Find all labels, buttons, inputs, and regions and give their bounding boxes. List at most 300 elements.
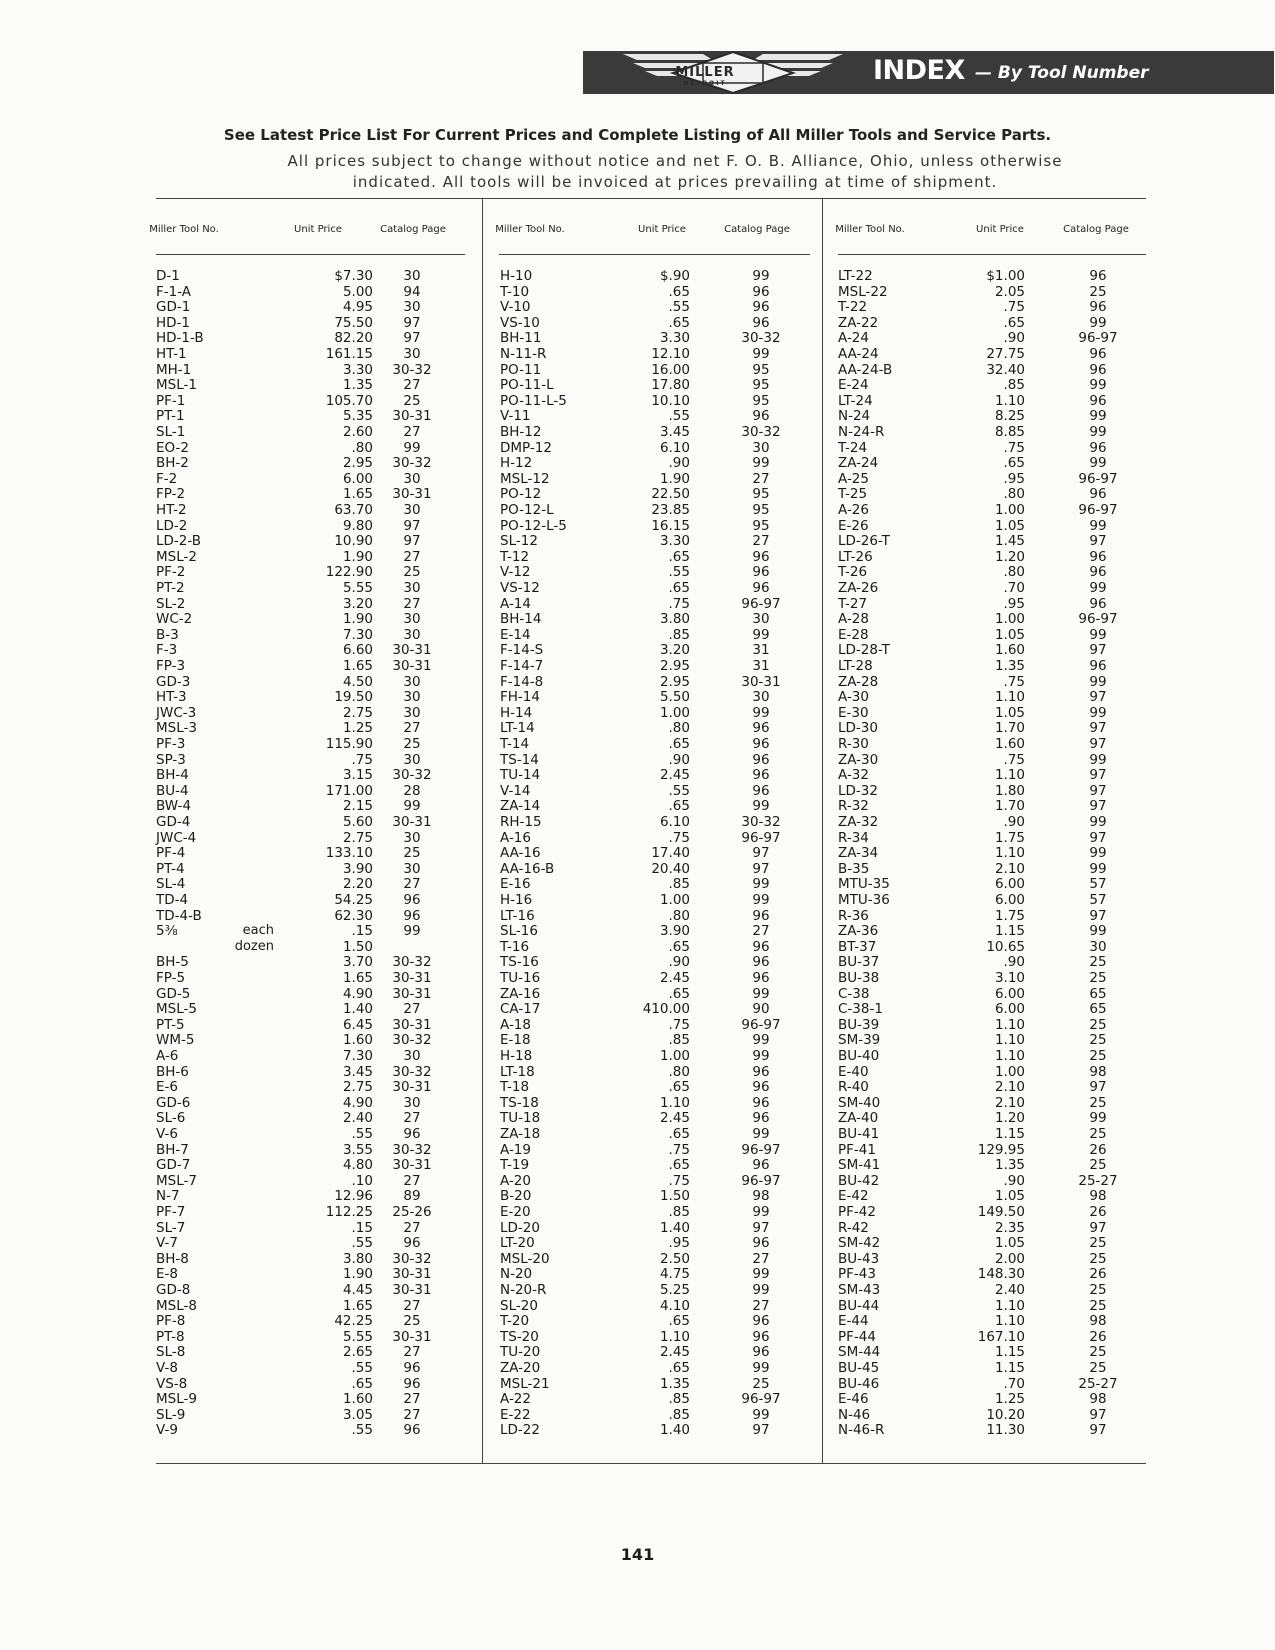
header-price-col1: Unit Price <box>294 224 342 235</box>
unit-price: 10.10 <box>651 392 690 409</box>
unit-price: .70 <box>1003 580 1025 596</box>
price-list-note: See Latest Price List For Current Prices and Complete Listing of All Miller Tools and Service Parts. <box>223 126 1052 144</box>
unit-price: 6.00 <box>994 876 1025 893</box>
catalog-page: 99 <box>752 455 770 472</box>
tool-number: T-24 <box>838 439 868 456</box>
table-row <box>838 1142 1146 1158</box>
table-row <box>500 705 810 721</box>
table-row <box>500 783 810 799</box>
unit-price: 4.80 <box>342 1157 373 1174</box>
table-row <box>500 767 810 783</box>
table-row <box>838 1251 1146 1267</box>
catalog-page: 30 <box>403 626 421 643</box>
catalog-page: 97 <box>403 517 421 534</box>
table-row <box>156 268 463 284</box>
catalog-page: 25 <box>1089 1016 1107 1033</box>
table-row <box>156 642 463 658</box>
catalog-page: 96 <box>752 1110 770 1127</box>
unit-price: 1.90 <box>659 470 690 487</box>
tool-number: HT-2 <box>156 502 187 518</box>
table-row <box>500 1095 810 1111</box>
table-row <box>500 1344 810 1360</box>
catalog-page: 57 <box>1089 876 1107 893</box>
catalog-page: 30-31 <box>392 1282 432 1298</box>
unit-price: 1.00 <box>659 892 690 908</box>
catalog-page: 99 <box>752 1126 770 1142</box>
table-row <box>500 1391 810 1407</box>
table-row <box>500 424 810 440</box>
table-row <box>838 892 1146 908</box>
tool-number: PO-12 <box>500 486 542 503</box>
tool-number: HT-1 <box>156 346 187 362</box>
unit-price: 22.50 <box>651 486 690 503</box>
catalog-page: 99 <box>752 798 770 815</box>
table-row <box>156 1266 463 1282</box>
tool-number: BT-37 <box>838 938 877 955</box>
unit-price: 4.90 <box>342 985 373 1002</box>
tool-number: TU-16 <box>500 970 541 986</box>
catalog-page: 96-97 <box>741 829 781 846</box>
catalog-page: 30-31 <box>392 642 432 659</box>
tool-number: LT-14 <box>500 720 535 737</box>
unit-price: 1.00 <box>994 1063 1025 1080</box>
table-row <box>838 1204 1146 1220</box>
unit-price: 1.20 <box>994 548 1025 565</box>
table-row <box>156 627 463 643</box>
table-row <box>156 1391 463 1407</box>
tool-number: DMP-12 <box>500 439 552 456</box>
table-row <box>500 362 810 378</box>
unit-price: 1.10 <box>994 1048 1025 1064</box>
unit-price: 133.10 <box>325 845 373 862</box>
catalog-page: 25 <box>403 736 421 752</box>
catalog-page: 99 <box>752 704 770 721</box>
table-row <box>500 970 810 986</box>
tool-number: BU-42 <box>838 1172 880 1189</box>
catalog-page: 25 <box>1089 1032 1107 1049</box>
unit-price: 5.50 <box>659 689 690 706</box>
catalog-page: 95 <box>752 502 770 518</box>
table-row <box>838 330 1146 346</box>
tool-number: MTU-35 <box>838 876 890 893</box>
unit-price: 17.80 <box>651 377 690 394</box>
tool-number: ZA-24 <box>838 455 879 472</box>
unit-price: 2.15 <box>342 798 373 815</box>
unit-price: 1.45 <box>994 533 1025 550</box>
catalog-page: 26 <box>1089 1141 1107 1158</box>
catalog-page: 99 <box>752 1360 770 1376</box>
catalog-page: 30 <box>403 860 421 877</box>
table-row <box>838 876 1146 892</box>
tool-number: GD-6 <box>156 1094 191 1111</box>
table-row <box>838 1235 1146 1251</box>
table-row <box>500 861 810 877</box>
unit-price: 3.90 <box>342 860 373 877</box>
unit-price: 3.80 <box>342 1250 373 1267</box>
tool-number: LT-28 <box>838 658 873 674</box>
catalog-page: 27 <box>403 720 421 737</box>
unit-price: 2.75 <box>342 704 373 721</box>
unit-price: 1.60 <box>994 736 1025 752</box>
table-row <box>838 767 1146 783</box>
unit-price: 1.25 <box>342 720 373 737</box>
page-title: INDEX <box>873 55 965 86</box>
header-tool-col2: Miller Tool No. <box>495 224 565 235</box>
tool-number: PT-5 <box>156 1016 185 1033</box>
table-row <box>500 939 810 955</box>
tool-number: AA-16-B <box>500 860 555 877</box>
tool-number: BW-4 <box>156 798 192 815</box>
unit-price: .55 <box>351 1235 373 1252</box>
table-row <box>156 1251 463 1267</box>
tool-number: T-19 <box>500 1157 530 1174</box>
unit-price: 42.25 <box>334 1313 373 1330</box>
catalog-page: 25 <box>1089 1235 1107 1252</box>
tool-number: V-6 <box>156 1126 178 1142</box>
tool-number: F-2 <box>156 470 178 487</box>
unit-price: 11.30 <box>986 1422 1025 1439</box>
table-row <box>500 814 810 830</box>
tool-number: VS-10 <box>500 314 540 331</box>
table-row <box>838 736 1146 752</box>
unit-price: .75 <box>668 1172 690 1189</box>
table-row <box>500 564 810 580</box>
tool-number: PF-7 <box>156 1204 186 1220</box>
catalog-page: 27 <box>403 1001 421 1018</box>
catalog-page: 95 <box>752 486 770 503</box>
table-row <box>838 1407 1146 1423</box>
unit-price: 2.45 <box>659 970 690 986</box>
table-row <box>500 892 810 908</box>
table-row <box>156 876 463 892</box>
table-row <box>838 627 1146 643</box>
unit-price: 1.35 <box>994 658 1025 674</box>
catalog-page: 97 <box>403 314 421 331</box>
tool-number: R-42 <box>838 1219 869 1236</box>
tool-number: PO-11-L-5 <box>500 392 567 409</box>
catalog-page: 99 <box>1089 673 1107 690</box>
table-row <box>838 1220 1146 1236</box>
table-row <box>500 1173 810 1189</box>
unit-price: 3.15 <box>342 767 373 784</box>
catalog-page: 97 <box>403 533 421 550</box>
catalog-page: 97 <box>752 1219 770 1236</box>
catalog-page: 27 <box>752 1297 770 1314</box>
table-row <box>156 408 463 424</box>
unit-price: 7.30 <box>342 1048 373 1064</box>
table-row <box>838 845 1146 861</box>
unit-price: 5.25 <box>659 1282 690 1298</box>
catalog-page: 99 <box>752 1406 770 1423</box>
table-row <box>500 486 810 502</box>
catalog-page: 30-31 <box>392 970 432 986</box>
catalog-page: 97 <box>1089 907 1107 924</box>
catalog-page: 97 <box>752 860 770 877</box>
unit-price: 32.40 <box>986 361 1025 378</box>
tool-number: MSL-22 <box>838 283 888 300</box>
tool-number: SL-9 <box>156 1406 186 1423</box>
catalog-page: 96-97 <box>741 1391 781 1408</box>
unit-price: 5.55 <box>342 580 373 596</box>
table-row <box>500 736 810 752</box>
tool-number: H-16 <box>500 892 533 908</box>
table-row <box>500 720 810 736</box>
tool-number: LT-22 <box>838 268 873 284</box>
table-row <box>500 1188 810 1204</box>
tool-number: BH-12 <box>500 424 542 440</box>
catalog-page: 99 <box>752 346 770 362</box>
tool-number: ZA-20 <box>500 1360 541 1376</box>
tool-number: LD-32 <box>838 782 878 799</box>
catalog-page: 99 <box>1089 626 1107 643</box>
tool-number: BU-44 <box>838 1297 880 1314</box>
tool-number: A-22 <box>500 1391 531 1408</box>
tool-number: BH-8 <box>156 1250 189 1267</box>
tool-number: B-3 <box>156 626 179 643</box>
table-row <box>838 611 1146 627</box>
table-row <box>156 1204 463 1220</box>
catalog-page: 96 <box>752 283 770 300</box>
catalog-page: 96 <box>752 1235 770 1252</box>
table-row <box>156 330 463 346</box>
tool-number: F-1-A <box>156 283 192 300</box>
unit-price: .55 <box>668 408 690 425</box>
catalog-page: 30 <box>403 829 421 846</box>
table-row <box>156 830 463 846</box>
unit-price: 6.45 <box>342 1016 373 1033</box>
header-page-col2: Catalog Page <box>724 224 790 235</box>
unit-price: 1.05 <box>994 704 1025 721</box>
unit-price: 5.60 <box>342 814 373 830</box>
unit-price: 1.65 <box>342 1297 373 1314</box>
unit-price: .75 <box>668 1016 690 1033</box>
catalog-page: 96 <box>752 751 770 768</box>
unit-price: .90 <box>1003 954 1025 971</box>
catalog-page: 30-32 <box>392 361 432 378</box>
tool-number: BU-40 <box>838 1048 880 1064</box>
quantity-unit: each <box>242 923 274 939</box>
table-row <box>156 533 463 549</box>
table-row <box>500 1048 810 1064</box>
tool-number: TS-18 <box>500 1094 539 1111</box>
table-row <box>500 1329 810 1345</box>
catalog-page: 97 <box>1089 1406 1107 1423</box>
table-row <box>500 455 810 471</box>
table-row <box>838 377 1146 393</box>
catalog-page: 97 <box>1089 533 1107 550</box>
catalog-page: 99 <box>403 798 421 815</box>
unit-price: 2.00 <box>994 1250 1025 1267</box>
table-row <box>156 1142 463 1158</box>
table-row <box>156 1407 463 1423</box>
tool-number: TU-20 <box>500 1344 541 1361</box>
table-row <box>838 533 1146 549</box>
unit-price: 410.00 <box>642 1001 690 1018</box>
tool-number: MSL-21 <box>500 1375 550 1392</box>
table-row <box>156 939 463 955</box>
catalog-page: 25 <box>403 1313 421 1330</box>
tool-number: BU-45 <box>838 1360 880 1376</box>
unit-price: 2.95 <box>659 658 690 674</box>
table-row <box>838 1001 1146 1017</box>
table-row <box>838 1064 1146 1080</box>
tool-number: V-12 <box>500 564 531 581</box>
unit-price: .95 <box>1003 595 1025 612</box>
tool-number: N-7 <box>156 1188 180 1205</box>
catalog-page: 99 <box>1089 860 1107 877</box>
table-row <box>838 346 1146 362</box>
catalog-page: 96-97 <box>741 1172 781 1189</box>
unit-price: .85 <box>1003 377 1025 394</box>
unit-price: 2.10 <box>994 1094 1025 1111</box>
catalog-page: 30-31 <box>392 1016 432 1033</box>
tool-number: E-6 <box>156 1079 178 1096</box>
unit-price: 6.00 <box>994 1001 1025 1018</box>
tool-number: C-38-1 <box>838 1001 883 1018</box>
table-row <box>156 299 463 315</box>
unit-price: 2.45 <box>659 1344 690 1361</box>
catalog-page: 27 <box>752 470 770 487</box>
table-row <box>838 1422 1146 1438</box>
tool-number: N-24-R <box>838 424 885 440</box>
tool-number: E-22 <box>500 1406 531 1423</box>
tool-number: SM-40 <box>838 1094 881 1111</box>
unit-price: 1.10 <box>659 1328 690 1345</box>
table-row <box>838 1313 1146 1329</box>
tool-number: MSL-2 <box>156 548 197 565</box>
table-row <box>838 455 1146 471</box>
table-row <box>838 268 1146 284</box>
catalog-page: 25 <box>1089 1297 1107 1314</box>
unit-price: .65 <box>351 1375 373 1392</box>
table-row <box>838 1266 1146 1282</box>
unit-price: 1.10 <box>994 845 1025 862</box>
catalog-page: 30-32 <box>741 330 781 347</box>
table-row <box>156 720 463 736</box>
logo-text: MILLER <box>675 65 735 80</box>
unit-price: 161.15 <box>325 346 373 362</box>
table-row <box>838 408 1146 424</box>
table-row <box>156 986 463 1002</box>
catalog-page: 28 <box>403 782 421 799</box>
table-row <box>500 1422 810 1438</box>
table-row <box>500 1266 810 1282</box>
table-row <box>838 299 1146 315</box>
catalog-page: 97 <box>1089 798 1107 815</box>
unit-price: .85 <box>668 1032 690 1049</box>
table-row <box>156 393 463 409</box>
catalog-page: 30-31 <box>392 814 432 830</box>
catalog-page: 30-32 <box>392 1063 432 1080</box>
unit-price: 2.75 <box>342 1079 373 1096</box>
tool-number: PF-4 <box>156 845 186 862</box>
table-row <box>838 1095 1146 1111</box>
unit-price: 122.90 <box>325 564 373 581</box>
tool-number: F-14-S <box>500 642 544 659</box>
table-row <box>838 970 1146 986</box>
unit-price: 1.15 <box>994 1344 1025 1361</box>
catalog-page: 99 <box>752 1048 770 1064</box>
unit-price: 3.90 <box>659 923 690 940</box>
table-row <box>838 689 1146 705</box>
unit-price: 1.80 <box>994 782 1025 799</box>
table-row <box>500 908 810 924</box>
unit-price: .80 <box>668 720 690 737</box>
catalog-page: 97 <box>1089 720 1107 737</box>
tool-number: SM-39 <box>838 1032 881 1049</box>
unit-price: 2.20 <box>342 876 373 893</box>
catalog-page: 27 <box>403 595 421 612</box>
unit-price: 75.50 <box>334 314 373 331</box>
unit-price: .65 <box>668 798 690 815</box>
table-row <box>156 1079 463 1095</box>
unit-price: 10.20 <box>986 1406 1025 1423</box>
table-row <box>156 1032 463 1048</box>
table-row <box>156 752 463 768</box>
unit-price: 1.35 <box>342 377 373 394</box>
tool-number: MSL-1 <box>156 377 197 394</box>
table-row <box>500 596 810 612</box>
catalog-page: 90 <box>752 1001 770 1018</box>
catalog-page: 96 <box>752 314 770 331</box>
table-row <box>838 1173 1146 1189</box>
tool-number: LD-2-B <box>156 533 202 550</box>
tool-number: TD-4 <box>156 892 189 908</box>
catalog-page: 30-32 <box>392 1141 432 1158</box>
unit-price: .55 <box>668 782 690 799</box>
catalog-page: 96 <box>752 1344 770 1361</box>
unit-price: 112.25 <box>325 1204 373 1220</box>
table-row <box>500 876 810 892</box>
catalog-page: 30 <box>403 1094 421 1111</box>
catalog-page: 30 <box>1089 938 1107 955</box>
table-row <box>838 908 1146 924</box>
table-row <box>156 814 463 830</box>
catalog-page: 31 <box>752 642 770 659</box>
unit-price: 1.00 <box>659 704 690 721</box>
unit-price: 1.35 <box>659 1375 690 1392</box>
table-row <box>156 1188 463 1204</box>
unit-price: .65 <box>668 1079 690 1096</box>
table-row <box>500 440 810 456</box>
unit-price: .90 <box>1003 1172 1025 1189</box>
catalog-page: 25 <box>403 392 421 409</box>
bottom-rule <box>156 1463 1146 1464</box>
tool-number: H-14 <box>500 704 533 721</box>
catalog-page: 98 <box>752 1188 770 1205</box>
table-row <box>500 1407 810 1423</box>
catalog-page: 96-97 <box>1078 470 1118 487</box>
table-row <box>500 986 810 1002</box>
catalog-page: 97 <box>1089 1422 1107 1439</box>
tool-number: PF-42 <box>838 1204 876 1220</box>
tool-number: BU-41 <box>838 1126 880 1142</box>
unit-price: 1.15 <box>994 923 1025 940</box>
catalog-page: 96 <box>1089 361 1107 378</box>
unit-price: 1.10 <box>994 1032 1025 1049</box>
tool-number: LT-20 <box>500 1235 535 1252</box>
table-row <box>156 1001 463 1017</box>
table-row <box>156 611 463 627</box>
table-row <box>156 377 463 393</box>
table-row <box>500 1204 810 1220</box>
catalog-page: 96 <box>752 580 770 596</box>
table-row <box>500 1126 810 1142</box>
tool-number: MSL-3 <box>156 720 197 737</box>
catalog-page: 96 <box>403 1360 421 1376</box>
table-row <box>838 471 1146 487</box>
unit-price: 1.60 <box>994 642 1025 659</box>
